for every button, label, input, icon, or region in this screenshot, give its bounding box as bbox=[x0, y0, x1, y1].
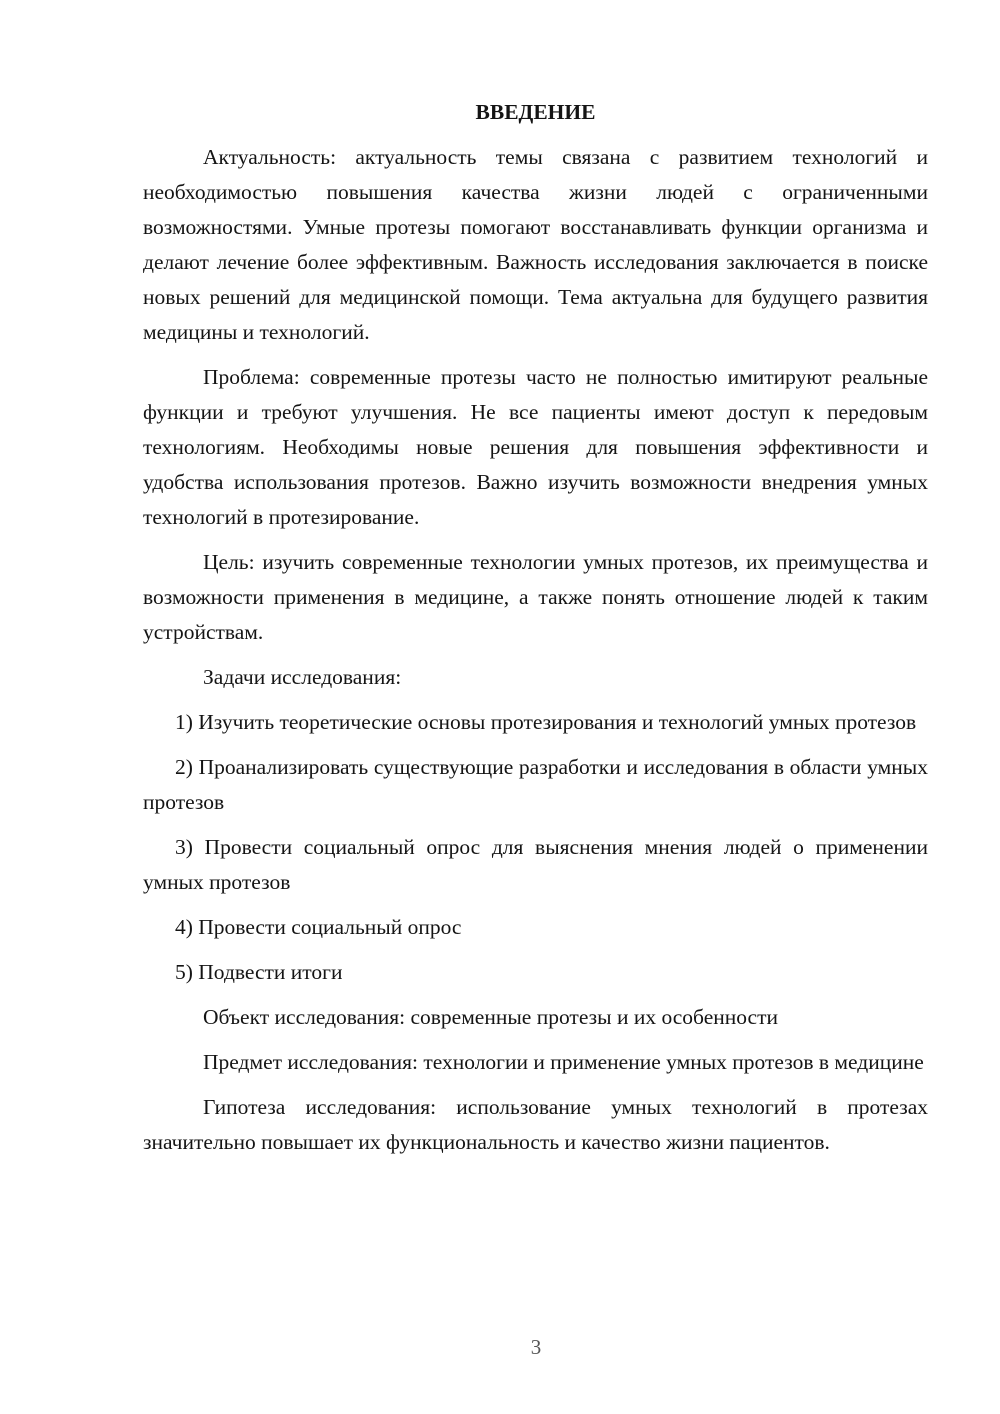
tasks-heading: Задачи исследования: bbox=[203, 665, 402, 689]
research-subject: Предмет исследования: технологии и применение умных протезов в медицине bbox=[203, 1050, 924, 1074]
task-item-4: 4) Провести социальный опрос bbox=[175, 915, 462, 939]
goal-paragraph: Цель: изучить современные технологии умных протезов, их преимущества и возможности применения в медицине, а также понять отношение людей к таким устройствам. bbox=[143, 550, 928, 644]
research-object: Объект исследования: современные протезы и их особенности bbox=[203, 1005, 778, 1029]
page-number: 3 bbox=[530, 1335, 542, 1359]
page-content bbox=[143, 95, 928, 1170]
relevance-paragraph: Актуальность: актуальность темы связана с развитием технологий и необходимостью повышения качества жизни людей с ограниченными возможностями. Умные протезы помогают восстанавливать функции организма и делают лечение более эффективным. Важность исследования заключается в поиске новых решений для медицинской помощи. Тема актуальна для будущего развития медицины и технологий. bbox=[143, 145, 928, 344]
problem-paragraph: Проблема: современные протезы часто не полностью имитируют реальные функции и требуют улучшения. Не все пациенты имеют доступ к передовым технологиям. Необходимы новые решения для повышения эффективности и удобства использования протезов. Важно изучить возможности внедрения умных технологий в протезирование. bbox=[143, 365, 928, 529]
section-title: ВВЕДЕНИЕ bbox=[475, 100, 596, 124]
task-item-1: 1) Изучить теоретические основы протезирования и технологий умных протезов bbox=[175, 710, 917, 734]
research-hypothesis: Гипотеза исследования: использование умных технологий в протезах значительно повышает их функциональность и качество жизни пациентов. bbox=[143, 1095, 928, 1154]
task-item-3: 3) Провести социальный опрос для выяснения мнения людей о применении умных протезов bbox=[143, 835, 928, 894]
task-item-2: 2) Проанализировать существующие разработки и исследования в области умных протезов bbox=[143, 755, 928, 814]
task-item-5: 5) Подвести итоги bbox=[175, 960, 343, 984]
